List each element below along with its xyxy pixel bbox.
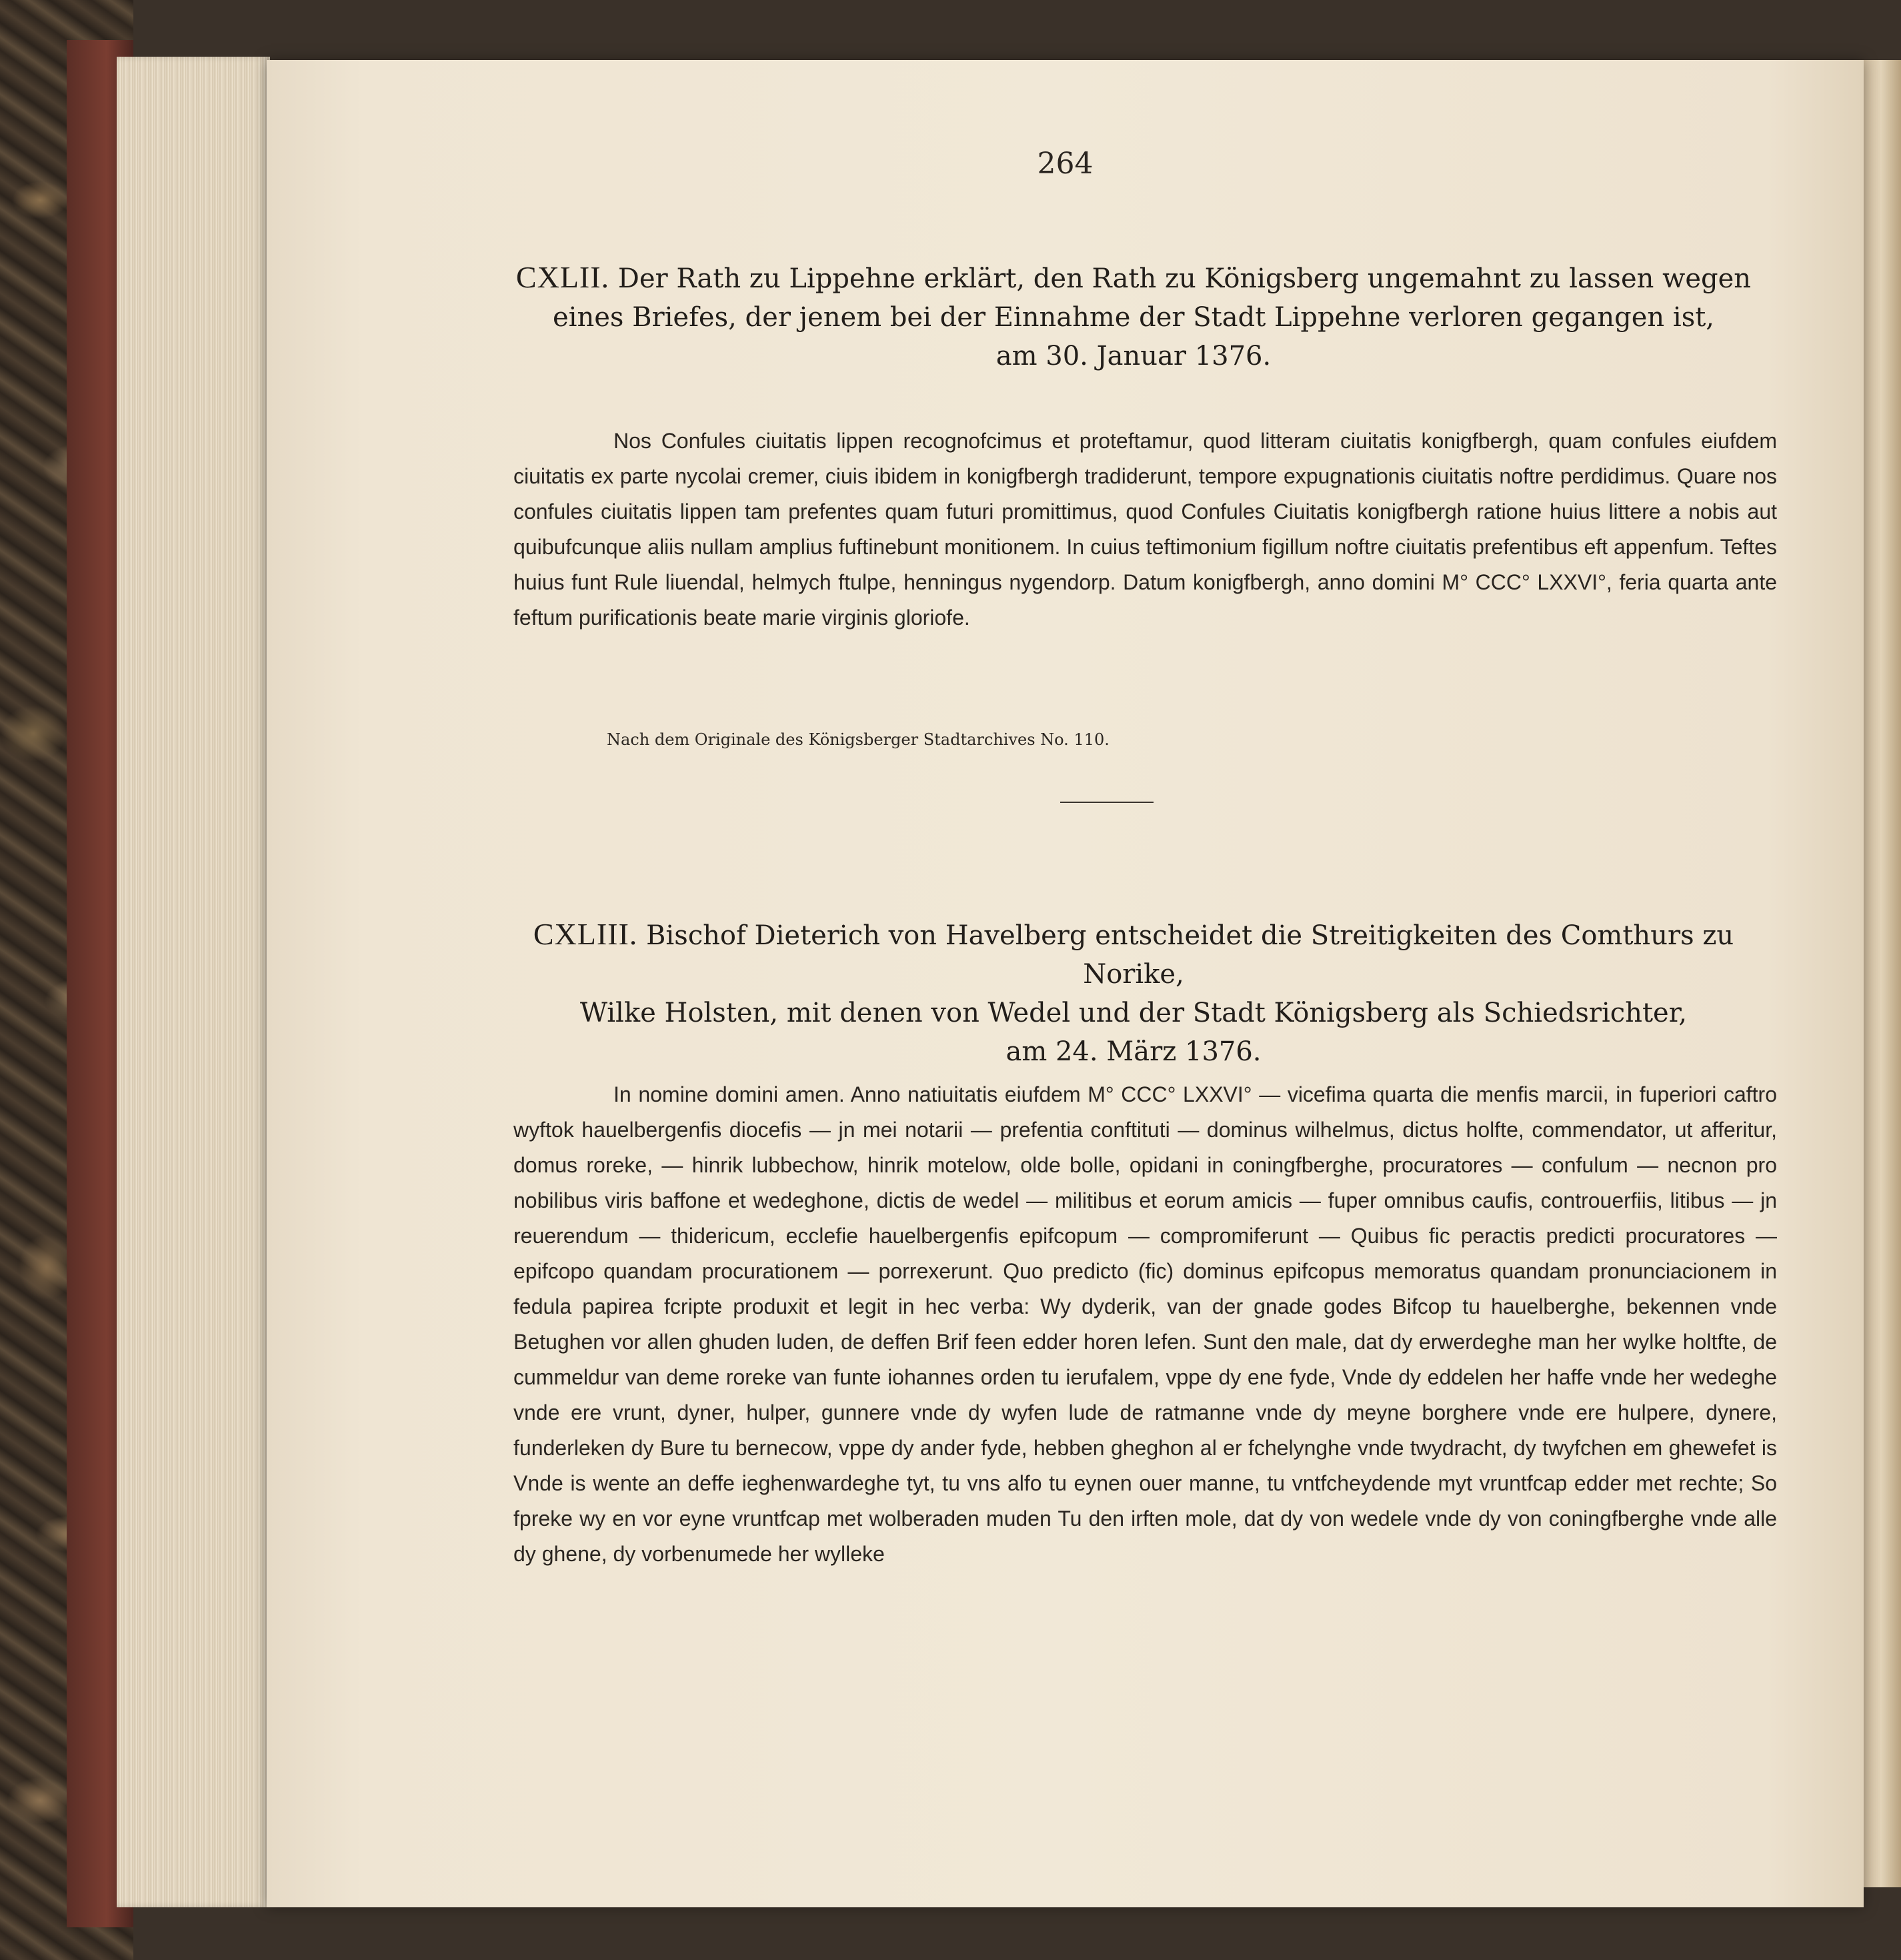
- book-page: [267, 60, 1864, 1907]
- document-heading-cxlii: [493, 258, 1774, 375]
- heading-line: eines Briefes, der jenem bei der Einnahme der Stadt Lippehne verloren gegangen ist,: [552, 302, 1715, 333]
- heading-line: [493, 915, 1774, 994]
- page-edges: [117, 57, 270, 1907]
- document-heading-cxliii: [493, 915, 1774, 1071]
- section-divider: [1060, 802, 1154, 803]
- heading-text: Bischof Dieterich von Havelberg entscheidet die Streitigkeiten des Comthurs zu Norike,: [646, 920, 1734, 990]
- document-body-cxlii: [513, 423, 1777, 740]
- document-body-cxliii: [513, 1077, 1777, 1824]
- heading-text: Der Rath zu Lippehne erklärt, den Rath zu Königsberg ungemahnt zu lassen wegen: [617, 263, 1752, 294]
- heading-line: [493, 258, 1774, 298]
- page-number: 264: [1037, 147, 1094, 181]
- document-numeral: CXLII.: [515, 260, 610, 294]
- document-text: In nomine domini amen. Anno natiuitatis eiufdem M° CCC° LXXVI° — vicefima quarta die menfis marcii, in fuperiori caftro wyftok hauelbergenfis diocefis — jn mei notarii — prefentia conftituti — dominus wilhelmus, dictus holfte, commendator, ut afferitur, domus roreke, — hinrik lubbechow, hinrik motelow, olde bolle, opidani in coningfberghe, procuratores — confulum — necnon pro nobilibus viris baffone et wedeghone, dictis de wedel — militibus et eorum amicis — fuper omnibus caufis, controuerfiis, litibus — jn reuerendum — thidericum, ecclefie hauelbergenfis epifcopum — compromiferunt — Quibus fic peractis predicti procuratores — epifcopo quandam procurationem — porrexerunt. Quo predicto (fic) dominus epifcopus memoratus quandam pronunciacionem in fedula papirea fcripte produxit et legit in hec verba: Wy dyderik, van der gnade godes Bifcop tu hauelberghe, bekennen vnde Betughen vor allen ghuden luden, de deffen Brif feen edder horen lefen. Sunt den male, dat dy erwerdeghe man her wylke holtfte, de cummeldur van deme roreke van funte iohannes orden tu ierufalem, vppe dy ene fyde, Vnde dy eddelen her haffe vnde her wedeghe vnde ere vrunt, dyner, hulper, gunnere vnde dy wyfen lude de ratmanne vnde dy meyne borghere vnde ere hulpere, dynere, funderleken dy Bure tu bernecow, vppe dy ander fyde, hebben gheghon al er fchelynghe vnde twydracht, dy twyfchen em ghewefet is Vnde is wente an deffe ieghenwardeghe tyt, tu vns alfo tu eynen ouer manne, tu vntfcheydende myt vruntfcap edder met rechte; So fpreke wy en vor eyne vruntfcap met wolberaden muden Tu den irften mole, dat dy von wedele vnde dy von coningfberghe vnde alle dy ghene, dy vorbenumede her wylleke: [513, 1082, 1777, 1566]
- heading-line: Wilke Holsten, mit denen von Wedel und der Stadt Königsberg als Schiedsrichter,: [579, 998, 1688, 1028]
- source-note: Nach dem Originale des Königsberger Stadtarchives No. 110.: [607, 730, 1110, 749]
- heading-date: am 24. März 1376.: [1006, 1036, 1262, 1067]
- facing-page-edge: [1861, 60, 1901, 1887]
- heading-date: am 30. Januar 1376.: [996, 341, 1272, 371]
- document-text: Nos Confules ciuitatis lippen recognofcimus et proteftamur, quod litteram ciuitatis konigfbergh, quam confules eiufdem ciuitatis ex parte nycolai cremer, ciuis ibidem in konigfbergh tradiderunt, tempore expugnationis ciuitatis noftre perdidimus. Quare nos confules ciuitatis lippen tam prefentes quam futuri promittimus, quod Confules Ciuitatis konigfbergh ratione huius littere a nobis aut quibufcunque aliis nullam amplius fuftinebunt monitionem. In cuius teftimonium figillum noftre ciuitatis prefentibus eft appenfum. Teftes huius funt Rule liuendal, helmych ftulpe, henningus nygendorp. Datum konigfbergh, anno domini M° CCC° LXXVI°, feria quarta ante feftum purificationis beate marie virginis gloriofe.: [513, 429, 1777, 630]
- document-numeral: CXLIII.: [533, 917, 638, 951]
